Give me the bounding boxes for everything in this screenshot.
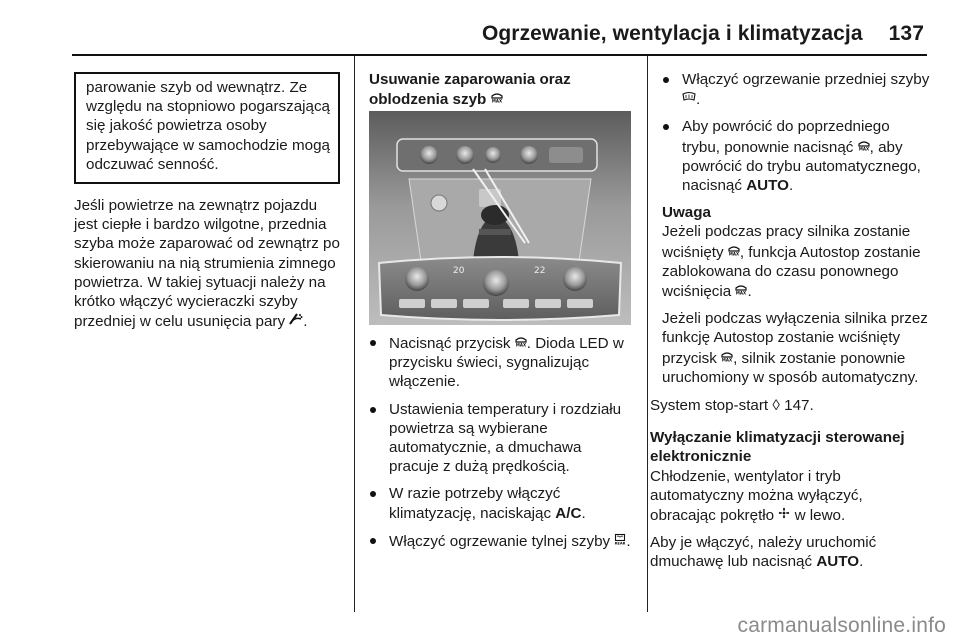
right-column: [650, 70, 930, 572]
page-title: Ogrzewanie, wentylacja i klimatyzacja: [481, 22, 863, 45]
front-defrost-icon: [682, 89, 696, 108]
page-header: [0, 22, 924, 46]
climate-panel-figure: [369, 111, 631, 325]
warning-text: parowanie szyb od wewnątrz. Ze względu na stopniowo pogarszającą się jakość powietrza osoby przebywające w samochodzie mogą odczuwać senność.: [86, 79, 331, 173]
ac-on-paragraph: Aby je włączyć, należy uruchomić dmuchawę lub nacisnąć AUTO.: [650, 534, 877, 571]
section-heading-ac-off: Wyłączanie klimatyzacji sterowanej elektronicznie: [650, 429, 905, 466]
ac-off-paragraph: Chłodzenie, wentylator i tryb automatyczny można wyłączyć, obracając pokrętło w lewo.: [650, 467, 863, 525]
auto-button-label: AUTO: [816, 553, 860, 571]
svg-text:MAX: MAX: [858, 146, 869, 151]
svg-text:MAX: MAX: [722, 357, 733, 362]
svg-text:REAR: REAR: [614, 541, 626, 545]
max-defrost-icon: [858, 137, 870, 156]
bullet-auto-settings: Ustawienia temperatury i rozdziału powietrza są wybierane automatycznie, a dmuchawa pracuje z dużą prędkością.: [369, 400, 635, 477]
column-divider-1: [354, 56, 355, 612]
svg-text:MAX: MAX: [736, 290, 747, 296]
humid-paragraph: Jeśli powietrze na zewnątrz pojazdu jest ciepłe i bardzo wilgotne, przednia szyba może zaparować od zewnątrz po skierowaniu na nią strumienia zimnego powietrza. W takiej sytuacji należy na krótko włączyć wycieraczki szyby przedniej w celu usunięcia pary .: [74, 197, 340, 331]
fan-icon: [778, 505, 790, 524]
middle-bullets: [369, 333, 635, 551]
ac-button-label: A/C: [555, 504, 582, 522]
humid-text: Jeśli powietrze na zewnątrz pojazdu jest ciepłe i bardzo wilgotne, przednia szyba może zaparować od zewnątrz po skierowaniu na nią strumienia zimnego powietrza. W takiej sytuacji należy na krótko włączyć wycieraczki szyby przedniej w celu usunięcia pary: [74, 197, 340, 331]
figure-temp-right: 22: [534, 266, 546, 276]
note-paragraph-2: Jeżeli podczas wyłączenia silnika przez funkcję Autostop zostanie wciśnięty przycisk MAX , silnik zostanie ponownie uruchomiony w sposób automatyczny.: [662, 310, 928, 386]
note-title: Uwaga: [662, 204, 711, 222]
wiper-icon: [289, 311, 303, 330]
bullet-rear-window: Włączyć ogrzewanie tylnej szyby REAR .: [369, 531, 635, 551]
rear-defrost-icon: [614, 531, 626, 550]
auto-button-label: AUTO: [746, 177, 789, 195]
cross-reference[interactable]: System stop-start ◊ 147.: [650, 397, 814, 415]
column-divider-2: [647, 56, 648, 612]
note-paragraph-1: Jeżeli podczas pracy silnika zostanie wciśnięty MAX , funkcja Autostop zostanie zablokowana do czasu ponownego wciśnięcia MAX .: [662, 223, 921, 301]
bullet-return-mode: Aby powrócić do poprzedniego trybu, ponownie nacisnąć MAX , aby powrócić do trybu automatycznego, nacisnąć AUTO.: [662, 117, 930, 195]
bullet-ac: W razie potrzeby włączyć klimatyzację, naciskając A/C.: [369, 484, 635, 522]
warning-box: [74, 72, 340, 184]
watermark: carmanualsonline.info: [737, 614, 946, 637]
max-defrost-icon: [728, 242, 740, 261]
header-rule: [72, 54, 927, 56]
page-number: 137: [888, 22, 924, 45]
figure-temp-left: 20: [453, 266, 465, 276]
svg-text:MAX: MAX: [491, 98, 502, 104]
svg-text:MAX: MAX: [515, 342, 526, 347]
max-defrost-icon: [491, 89, 503, 108]
max-defrost-icon: [721, 348, 733, 367]
left-column: [74, 72, 340, 331]
svg-text:MAX: MAX: [728, 251, 739, 256]
max-defrost-icon: [515, 333, 527, 352]
bullet-front-window: Włączyć ogrzewanie przedniej szyby .: [662, 70, 930, 109]
bullet-press-max: Nacisnąć przycisk MAX . Dioda LED w przycisku świeci, sygnalizując włączenie.: [369, 333, 635, 392]
reference-arrow-icon: ◊: [772, 397, 780, 415]
middle-column: [369, 70, 635, 109]
max-defrost-icon: [735, 281, 747, 300]
section-heading-defrost: Usuwanie zaparowania oraz oblodzenia szyb MAX: [369, 71, 571, 109]
note-block: [662, 203, 930, 387]
